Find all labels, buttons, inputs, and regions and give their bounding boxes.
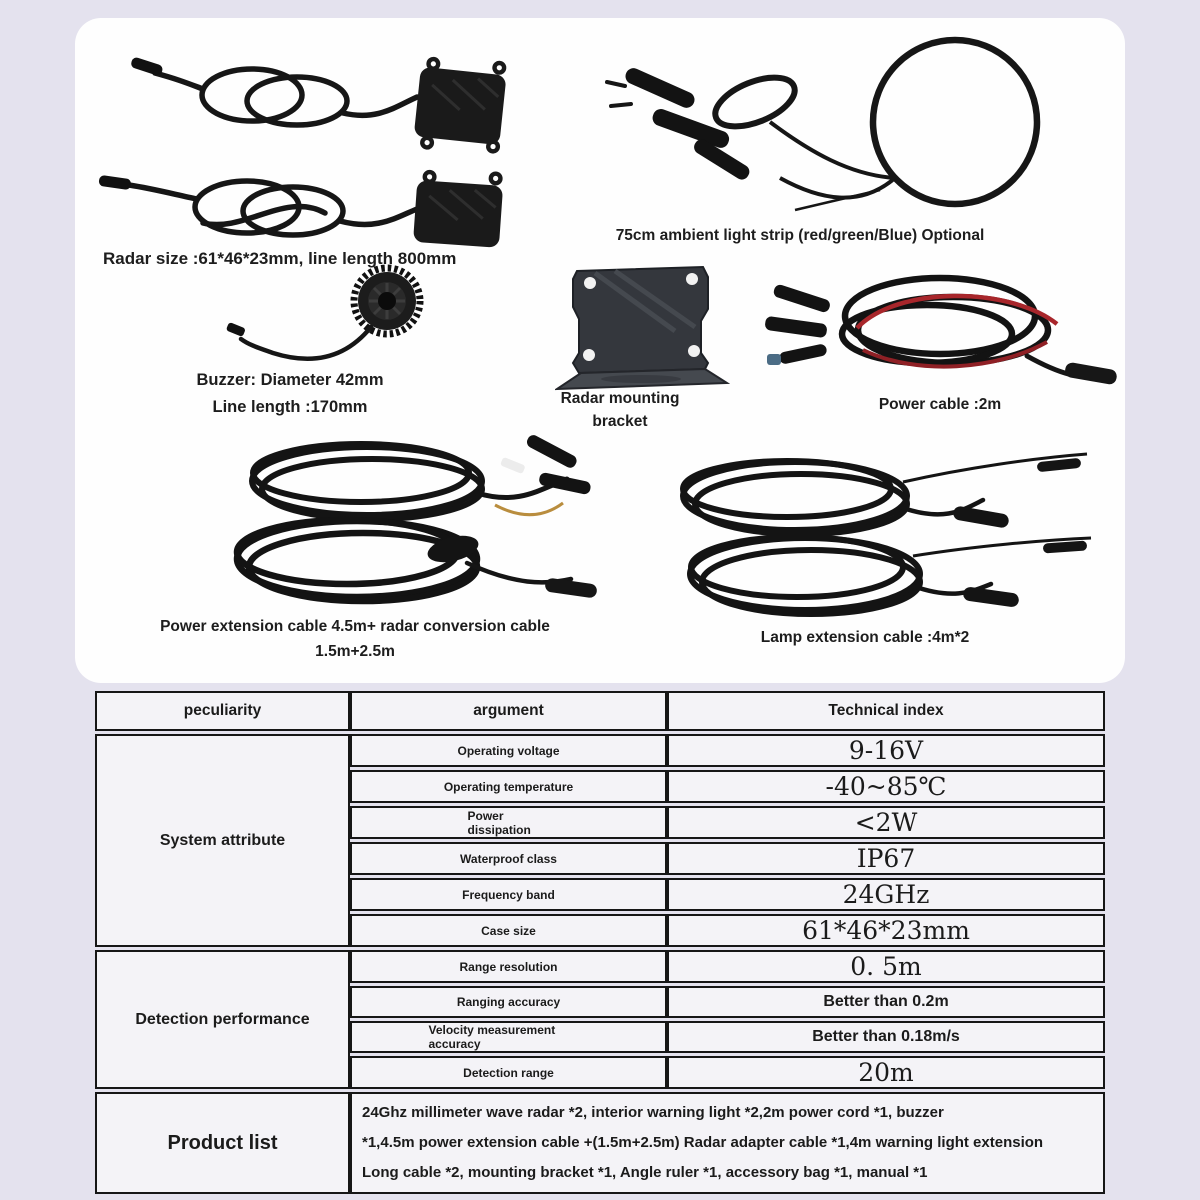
- product-list-line: *1,4.5m power extension cable +(1.5m+2.5m) Radar adapter cable *1,4m warning light extension: [362, 1134, 1044, 1151]
- param-label: Frequency band: [462, 887, 555, 902]
- param-label: Waterproof class: [460, 851, 557, 866]
- header-argument: argument: [350, 691, 667, 731]
- table-row: [95, 734, 1105, 767]
- spec-table: [95, 688, 1105, 1197]
- light-strip-image: [565, 30, 1085, 222]
- table-header-row: [95, 691, 1105, 731]
- product-list-text: [350, 1092, 1105, 1194]
- radar-size-label: Radar size :61*46*23mm, line length 800mm: [103, 249, 457, 268]
- value-cell: 9-16V: [667, 734, 1105, 767]
- table-row: [95, 950, 1105, 983]
- param-label: Case size: [481, 923, 536, 938]
- product-list-line: 24Ghz millimeter wave radar *2, interior warning light *2,2m power cord *1, buzzer: [362, 1104, 944, 1121]
- value-cell: Better than 0.2m: [667, 986, 1105, 1018]
- param-cell: [350, 950, 667, 983]
- param-cell: [350, 1056, 667, 1089]
- power-cable-image: [765, 258, 1120, 400]
- bracket-label-line2: bracket: [592, 413, 648, 430]
- param-cell: [350, 1021, 667, 1053]
- value-cell: 61*46*23mm: [667, 914, 1105, 947]
- value-cell: <2W: [667, 806, 1105, 839]
- buzzer-label-line2: Line length :170mm: [212, 398, 368, 416]
- section-system-attribute: System attribute: [95, 734, 350, 947]
- value-cell: 20m: [667, 1056, 1105, 1089]
- buzzer-icon: [225, 263, 445, 381]
- param-label: Range resolution: [459, 959, 558, 974]
- section-detection-performance: Detection performance: [95, 950, 350, 1089]
- power-extension-cable-icon: [195, 433, 605, 618]
- radar-units-image: [85, 33, 525, 248]
- header-technical-index: Technical index: [667, 691, 1105, 731]
- light-strip-label: 75cm ambient light strip (red/green/Blue) Optional: [615, 227, 985, 244]
- section-product-list: Product list: [95, 1092, 350, 1194]
- power-extension-label-line2: 1.5m+2.5m: [315, 643, 395, 660]
- bracket-label-line1: Radar mounting: [560, 390, 680, 407]
- lamp-extension-cable-icon: [645, 448, 1095, 630]
- lamp-extension-label: Lamp extension cable :4m*2: [760, 629, 970, 646]
- param-cell: [350, 914, 667, 947]
- mounting-bracket-icon: [555, 261, 730, 406]
- power-cable-label: Power cable :2m: [878, 396, 1002, 413]
- value-cell: Better than 0.18m/s: [667, 1021, 1105, 1053]
- param-cell: [350, 734, 667, 767]
- radar-units-icon: [85, 33, 525, 248]
- param-cell: [350, 842, 667, 875]
- param-cell: [350, 806, 667, 839]
- value-cell: -40~85℃: [667, 770, 1105, 803]
- product-list-row: [95, 1092, 1105, 1194]
- power-cable-icon: [765, 258, 1120, 400]
- param-label: Velocity measurement accuracy: [428, 1023, 556, 1051]
- param-label: Ranging accuracy: [456, 995, 561, 1009]
- param-label: Operating voltage: [457, 743, 560, 758]
- param-cell: [350, 878, 667, 911]
- product-list-line: Long cable *2, mounting bracket *1, Angle ruler *1, accessory bag *1, manual *1: [362, 1164, 928, 1181]
- photo-collage-panel: [75, 18, 1125, 683]
- power-extension-label-line1: Power extension cable 4.5m+ radar conversion cable: [160, 618, 550, 635]
- value-cell: IP67: [667, 842, 1105, 875]
- power-extension-cable-image: [195, 433, 605, 618]
- lamp-extension-cable-image: [645, 448, 1095, 630]
- param-label: Power dissipation: [467, 808, 531, 837]
- buzzer-image: [225, 263, 445, 381]
- header-peculiarity: peculiarity: [95, 691, 350, 731]
- param-cell: [350, 770, 667, 803]
- light-strip-icon: [565, 30, 1085, 222]
- mounting-bracket-image: [555, 261, 730, 406]
- value-cell: 0. 5m: [667, 950, 1105, 983]
- spec-table-container: [95, 688, 1105, 1197]
- buzzer-label-line1: Buzzer: Diameter 42mm: [196, 371, 384, 389]
- param-label: Operating temperature: [443, 779, 574, 794]
- param-cell: [350, 986, 667, 1018]
- param-label: Detection range: [463, 1065, 554, 1080]
- value-cell: 24GHz: [667, 878, 1105, 911]
